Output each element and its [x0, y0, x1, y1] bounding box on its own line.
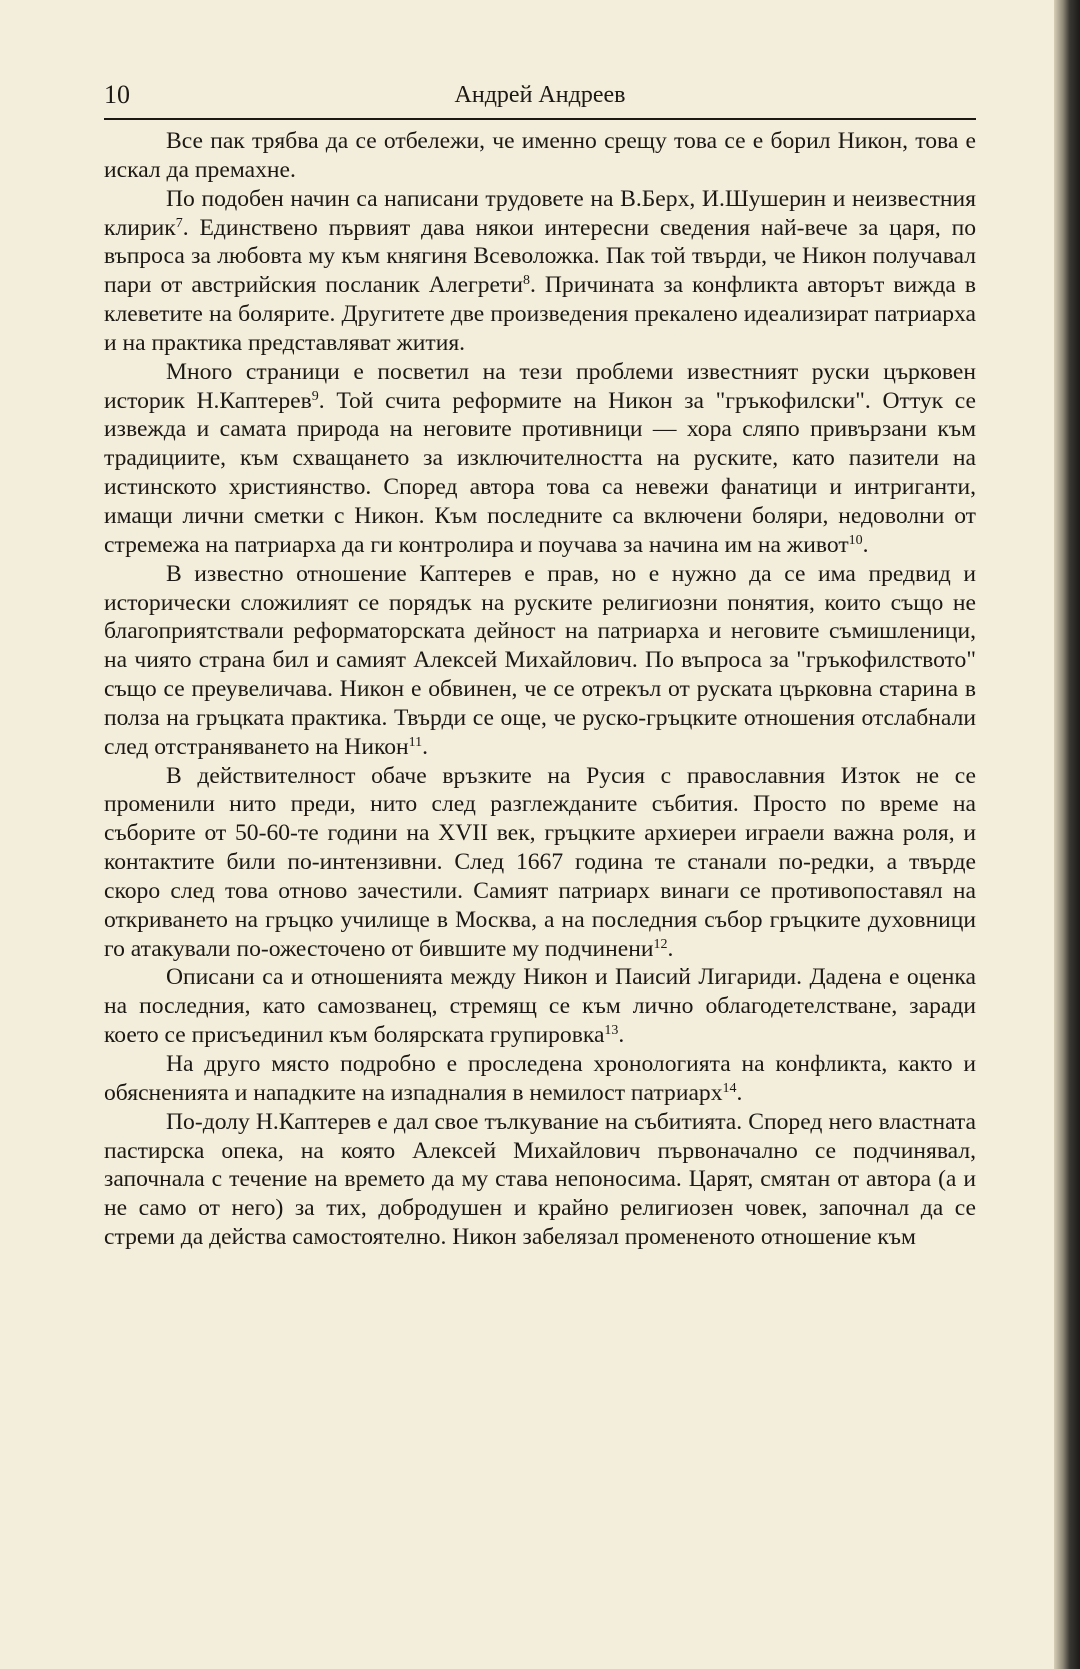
footnote-ref-13: 13	[604, 1023, 619, 1039]
page-number: 10	[104, 80, 130, 109]
running-head: Андрей Андреев	[454, 82, 626, 108]
paragraph-6: Описани са и отношенията между Никон и Паисий Лигариди. Дадена е оценка на последния, като самозванец, стремящ се към лично облагодетелстване, заради което се присъединил към болярската групировка$^{13}$.	[104, 964, 976, 1049]
footnote-ref-12: 12	[653, 936, 668, 952]
footnote-ref-10: 10	[848, 532, 863, 548]
footnote-ref-11: 11	[408, 734, 423, 750]
paragraph-1: Все пак трябва да се отбележи, че именно срещу това се е борил Никон, това е искал да премахне.	[104, 128, 976, 183]
footnote-ref-8: 8	[522, 273, 530, 289]
paragraph-4: В известно отношение Каптерев е прав, но е нужно да се има предвид и исторически сложилият се порядък на руските религиозни понятия, които също не благоприятствали реформаторската дейност на патриарха и неговите съмишленици, на чиято страна бил и самият Алексей Михайлович. По въпроса за "гръкофилството" също се преувеличава. Никон е обвинен, че се отрекъл от руската църковна старина в полза на гръцката практика. Твърди се още, че руско-гръцките отношения отслабнали след отстраняването на Никон$^{11}$.	[104, 560, 976, 760]
header-rule	[104, 118, 976, 120]
paragraph-2: По подобен начин са написани трудовете на В.Берх, И.Шушерин и неизвестния клирик$^7$. Единствено първият дава някои интересни сведения най-вече за царя, по въпроса за любовта му към княгиня Всеволожка. Пак той твърди, че Никон получавал пари от австрийския посланик Алегрети$^8$. Причината за конфликта авторът вижда в клеветите на болярите. Другитете две произведения прекалено идеализират патриарха и на практика представляват жития.	[104, 185, 976, 356]
footnote-ref-7: 7	[175, 215, 183, 231]
footnote-ref-9: 9	[311, 388, 319, 404]
page-header	[104, 78, 976, 116]
paragraph-3: Много страници е посветил на тези проблеми известният руски църковен историк Н.Каптерев$^9$. Той счита реформите на Никон за "гръкофилски". Оттук се извежда и самата природа на неговите противници — хора сляпо привързани към традициите, към схващането за изключителността на руските, като пазители на истинското християнство. Според автора това са невежи фанатици и интриганти, имащи лични сметки с Никон. Към последните са включени боляри, недоволни от стремежа на патриарха да ги контролира и поучава за начина им на живот$^{10}$.	[104, 358, 976, 558]
paragraph-7: На друго място подробно е проследена хронологията на конфликта, както и обясненията и нападките на изпадналия в немилост патриарх$^{14}$.	[104, 1051, 976, 1106]
book-spine-shadow	[1054, 0, 1080, 1669]
footnote-ref-14: 14	[722, 1080, 737, 1096]
paragraph-5: В действителност обаче връзките на Русия с православния Изток не се променили нито преди, нито след разглежданите събития. Просто по време на съборите от 50-60-те години на XVII век, гръцките архиереи играели важна роля, и контактите били по-интензивни. След 1667 година те станали по-редки, а твърде скоро след това отново зачестили. Самият патриарх винаги се противопоставял на откриването на гръцко училище в Москва, а на последния събор гръцките духовници го атакували по-ожесточено от бившите му подчинени$^{12}$.	[104, 762, 976, 962]
paragraph-8: По-долу Н.Каптерев е дал свое тълкувание на събитията. Според него властната пастирска опека, на която Алексей Михайлович първоначално се подчинявал, започнала с течение на времето да му става непоносима. Царят, смятан от автора (а и не само от него) за тих, добродушен и крайно религиозен човек, започнал да се стреми да действа самостоятелно. Никон забелязал промененото отношение към	[104, 1108, 976, 1251]
body-text	[104, 127, 976, 1252]
